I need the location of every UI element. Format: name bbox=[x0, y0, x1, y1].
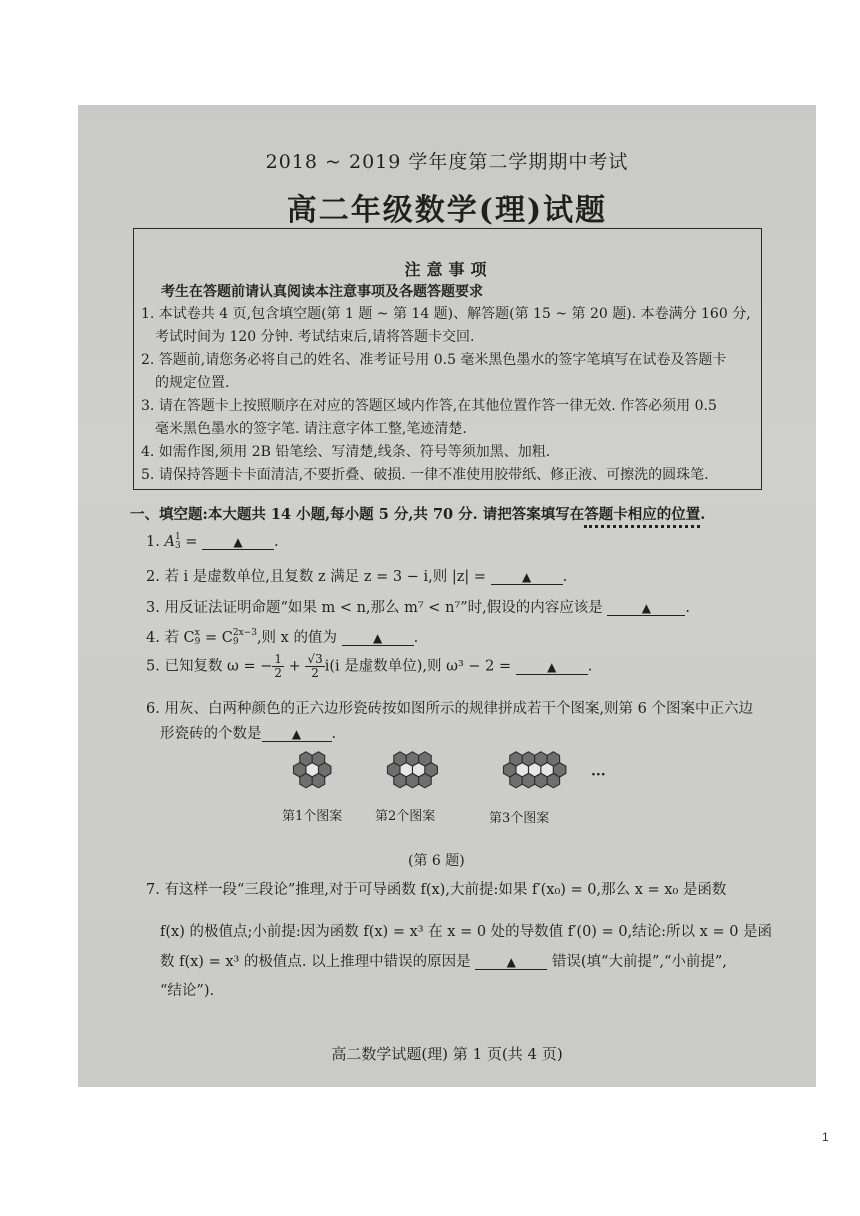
gray-hexagon-tile bbox=[547, 773, 559, 787]
notice-box bbox=[133, 228, 762, 490]
section-emphasis: 答题卡相应的位置 bbox=[584, 506, 700, 528]
notice-item-4: 4. 如需作图,须用 2B 铅笔绘、写清楚,线条、符号等须加黑、加粗. bbox=[141, 444, 551, 460]
page-number: 1 bbox=[822, 1130, 829, 1144]
notice-item-1: 1. 本试卷共 4 页,包含填空题(第 1 题 ~ 第 14 题)、解答题(第 15 ~ 第 20 题). 本卷满分 160 分, bbox=[141, 306, 751, 322]
gray-hexagon-tile bbox=[510, 773, 522, 787]
exam-title: 高二年级数学(理)试题 bbox=[286, 193, 608, 228]
question-7: 7. 有这样一段“三段论”推理,对于可导函数 f(x),大前提:如果 f′(x₀) = 0,那么 x = x₀ 是函数 bbox=[146, 882, 727, 898]
answer-blank-2[interactable]: ▲ bbox=[491, 570, 563, 585]
notice-item-3: 3. 请在答题卡上按照顺序在对应的答题区域内作答,在其他位置作答一律无效. 作答必须用 0.5 bbox=[141, 398, 717, 414]
gray-hexagon-tile bbox=[394, 773, 406, 787]
gray-hexagon-tile bbox=[419, 773, 432, 787]
notice-subtitle: 考生在答题前请认真阅读本注意事项及各题答题要求 bbox=[161, 284, 483, 300]
figure-caption-1: 第1个图案 bbox=[282, 809, 343, 824]
section-heading: 一、填空题:本大题共 14 小题,每小题 5 分,共 70 分. 请把答案填写在答题卡相应的位置. bbox=[130, 503, 705, 524]
answer-blank-1[interactable]: ▲ bbox=[202, 535, 274, 550]
figure-caption-3: 第3个图案 bbox=[489, 811, 550, 826]
exam-term-line: 2018 ~ 2019 学年度第二学期期中考试 bbox=[265, 151, 629, 173]
notice-title: 注意事项 bbox=[404, 260, 493, 279]
question-1: 1. A 1 3 = ▲ . bbox=[146, 532, 279, 551]
ellipsis: ··· bbox=[591, 767, 606, 783]
question-7-line4: “结论”). bbox=[160, 983, 215, 999]
question-7-line2: f(x) 的极值点;小前提:因为函数 f(x) = x³ 在 x = 0 处的导数值 f′(0) = 0,结论:所以 x = 0 是函 bbox=[160, 924, 773, 940]
question-7-line3: 数 f(x) = x³ 的极值点. 以上推理中错误的原因是 ▲ 错误(填“大前提”,“小前提”, bbox=[160, 954, 727, 970]
answer-blank-6[interactable]: ▲ bbox=[262, 727, 332, 742]
question-6: 6. 用灰、白两种颜色的正六边形瓷砖按如图所示的规律拼成若干个图案,则第 6 个图案中正六边 bbox=[146, 701, 753, 717]
question-6-cont: 形瓷砖的个数是 ▲ . bbox=[160, 726, 337, 742]
answer-blank-5[interactable]: ▲ bbox=[516, 660, 588, 675]
exam-photo bbox=[78, 105, 816, 1087]
figure-label: (第 6 题) bbox=[408, 853, 465, 869]
gray-hexagon-tile bbox=[522, 773, 535, 787]
notice-item-5: 5. 请保持答题卡卡面清洁,不要折叠、破损. 一律不准使用胶带纸、修正液、可擦洗的圆珠笔. bbox=[141, 467, 709, 483]
figure-caption-2: 第2个图案 bbox=[375, 809, 436, 824]
answer-blank-3[interactable]: ▲ bbox=[607, 601, 685, 616]
gray-hexagon-tile bbox=[535, 773, 548, 787]
question-5: 5. 已知复数 ω = − $\frac{1}{2}$ + $\frac{√3}{2}$ i(i 是虚数单位),则 ω³ − 2 = ▲ . bbox=[146, 652, 593, 680]
question-4: 4. 若 C x 9 = C 2x−3 9 ,则 x 的值为 ▲ . bbox=[146, 628, 419, 647]
question-2: 2. 若 i 是虚数单位,且复数 z 满足 z = 3 − i,则 |z| = ▲ . bbox=[146, 569, 568, 585]
notice-item-2: 2. 答题前,请您务必将自己的姓名、准考证号用 0.5 毫米黑色墨水的签字笔填写在试卷及答题卡 bbox=[141, 352, 727, 368]
gray-hexagon-tile bbox=[406, 773, 419, 787]
exam-footer: 高二数学试题(理) 第 1 页(共 4 页) bbox=[331, 1045, 563, 1063]
notice-item-3-cont: 毫米黑色墨水的签字笔. 请注意字体工整,笔迹清楚. bbox=[155, 421, 467, 437]
gray-hexagon-tile bbox=[312, 773, 325, 787]
gray-hexagon-tile bbox=[300, 773, 312, 787]
notice-item-2-cont: 的规定位置. bbox=[155, 375, 230, 391]
answer-blank-4[interactable]: ▲ bbox=[342, 631, 414, 646]
question-3: 3. 用反证法证明命题“如果 m < n,那么 m⁷ < n⁷”时,假设的内容应该是 ▲ . bbox=[146, 600, 690, 616]
notice-item-1-cont: 考试时间为 120 分钟. 考试结束后,请将答题卡交回. bbox=[155, 329, 475, 345]
answer-blank-7[interactable]: ▲ bbox=[475, 955, 547, 970]
